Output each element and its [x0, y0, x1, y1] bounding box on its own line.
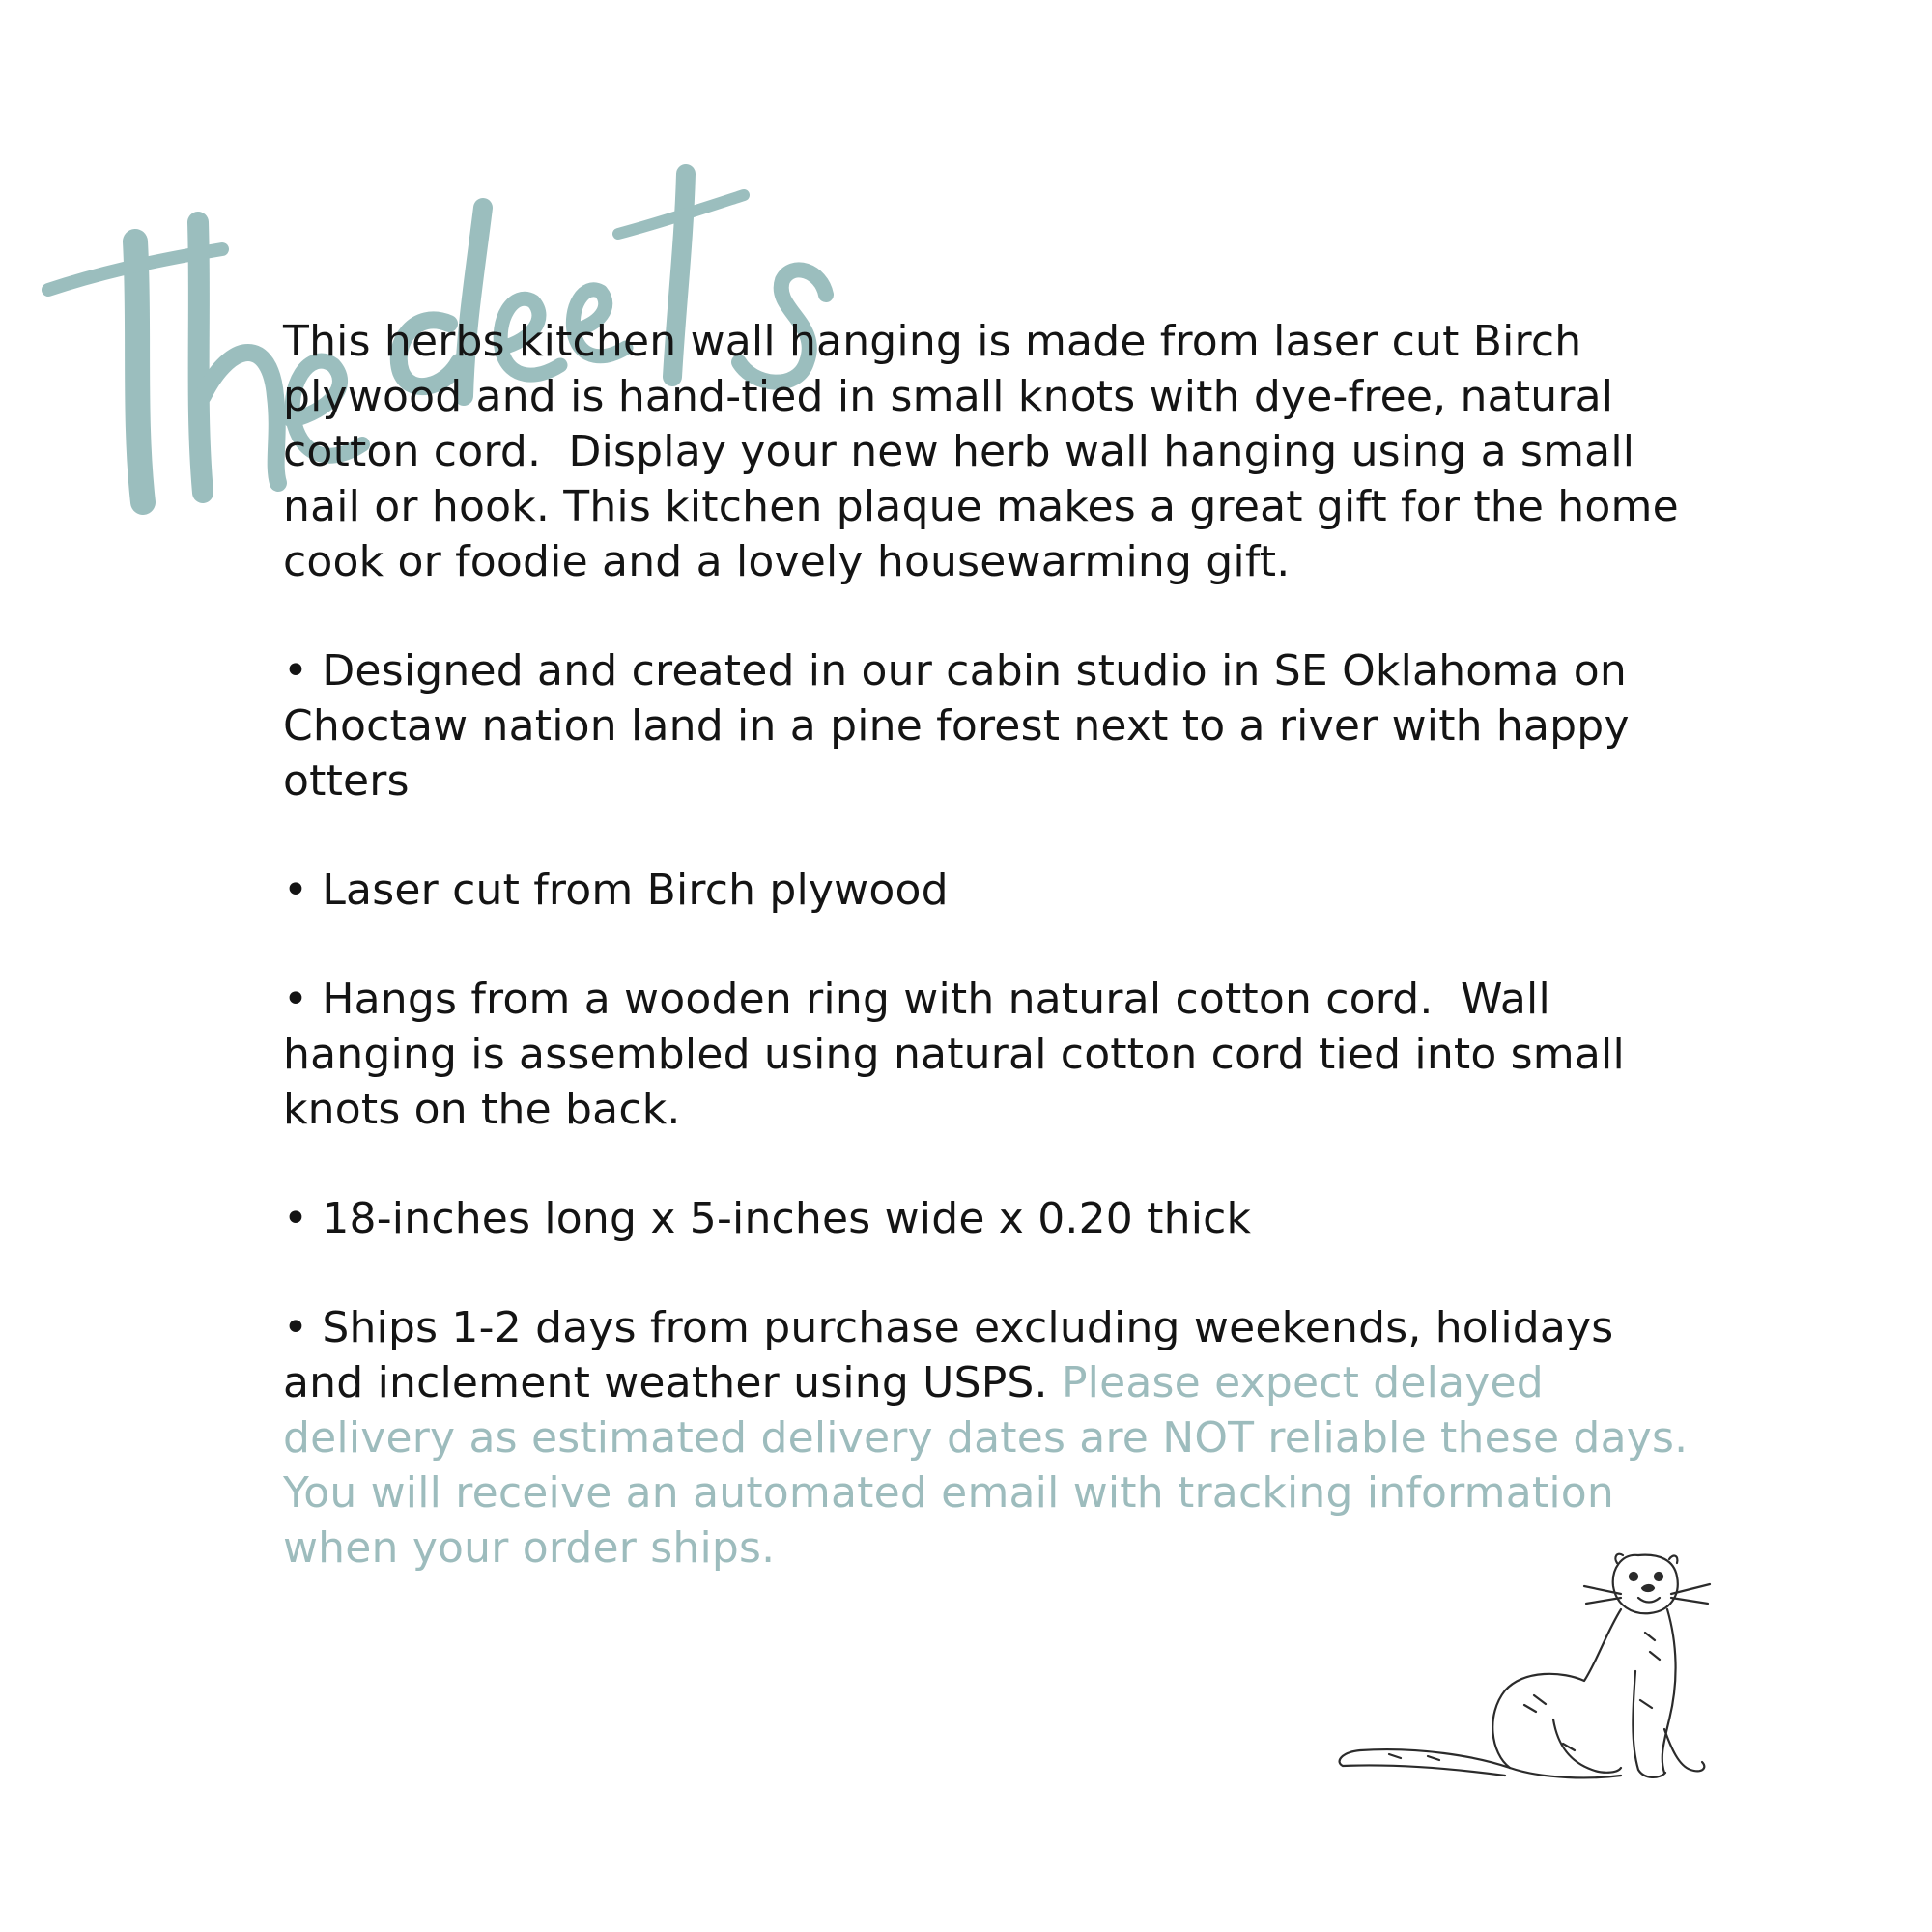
bullet-origin: • Designed and created in our cabin studio in SE Oklahoma on Choctaw nation land in a pine forest next to a river with happy otters [283, 646, 1643, 806]
description-paragraph: This herbs kitchen wall hanging is made from laser cut Birch plywood and is hand-tied in small knots with dye-free, natural cotton cord. Display your new herb wall hanging using a small nail or hook. This kitchen plaque makes a great gift for the home cook or foodie and a lovely housewarming gift. [283, 317, 1693, 586]
details-text-block [283, 314, 1716, 1630]
otter-illustration [1331, 1526, 1747, 1797]
shipping-main-text: • Ships 1-2 days from purchase excluding weekends, holidays and inclement weather using USPS. [283, 1303, 1628, 1407]
bullet-material: • Laser cut from Birch plywood [283, 866, 949, 915]
bullet-hanging: • Hangs from a wooden ring with natural cotton cord. Wall hanging is assembled using natural cotton cord tied into small knots on the back. [283, 975, 1639, 1134]
otter-icon [1331, 1526, 1747, 1797]
bullet-dimensions: • 18-inches long x 5-inches wide x 0.20 thick [283, 1194, 1252, 1243]
shipping-delay-note: Please expect delayed delivery as estimated delivery dates are NOT reliable these days. You will receive an automated email with tracking information when your order ships. [283, 1358, 1716, 1573]
